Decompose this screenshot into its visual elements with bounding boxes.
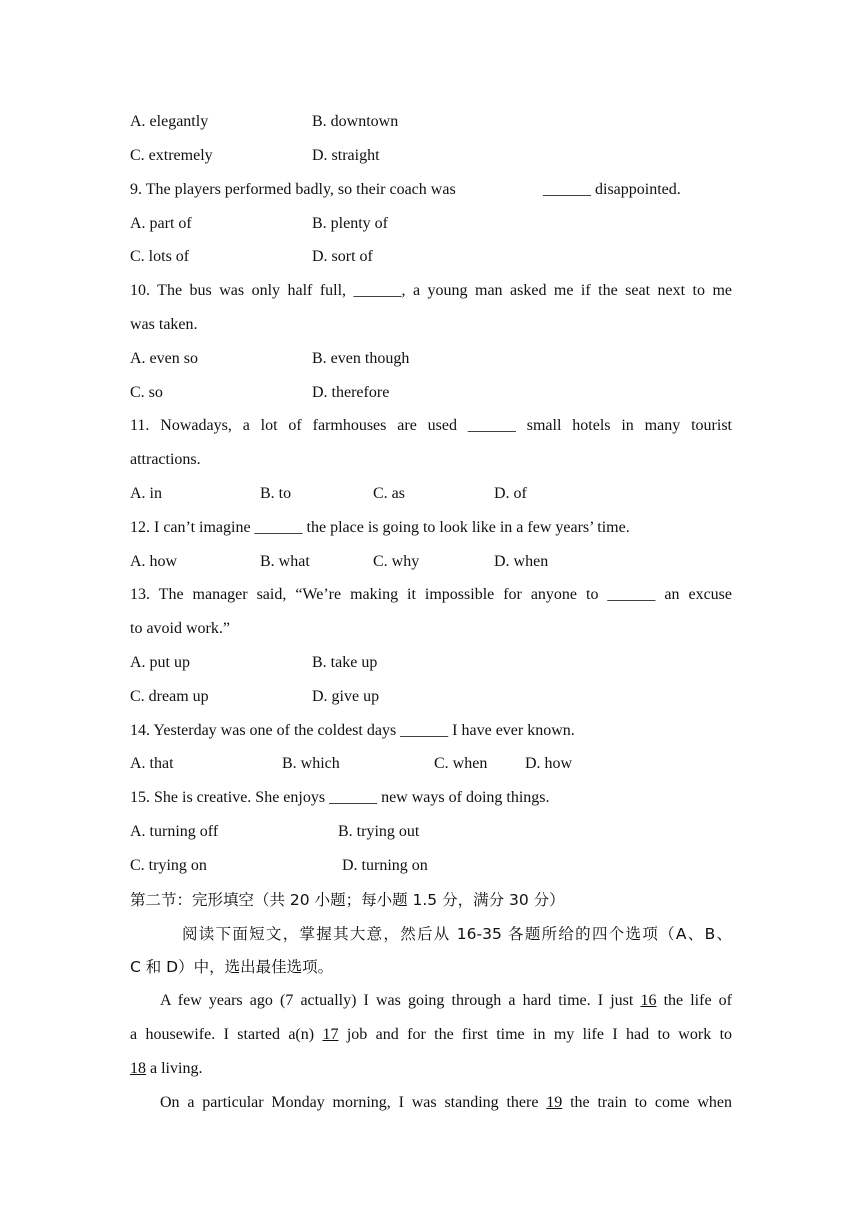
passage-text: job and for the first time in my life I had to work to [338,1026,733,1043]
passage-text: the life of [656,992,733,1009]
q9-option-c: C. lots of [130,248,190,265]
q9-stem: 9. The players performed badly, so their coach was [130,181,456,198]
q15-option-d: D. turning on [342,857,428,874]
passage-p2-line1 [130,1093,732,1113]
q10-option-c: C. so [130,384,163,401]
q14-option-a: A. that [130,755,174,772]
q8-option-a: A. elegantly [130,113,209,130]
q10-option-d: D. therefore [312,384,390,401]
q15-option-b: B. trying out [338,823,420,840]
q10-stem-line2: was taken. [130,316,198,333]
q13-stem-line2: to avoid work.” [130,620,230,637]
blank-18: 18 [130,1060,146,1077]
q11-option-a: A. in [130,485,162,502]
blank-16: 16 [640,992,657,1009]
q11-stem-line2: attractions. [130,451,201,468]
q12-option-c: C. why [373,553,420,570]
q10-option-a: A. even so [130,350,198,367]
q14-option-b: B. which [282,755,340,772]
passage-text: a living. [146,1060,203,1077]
q11-option-c: C. as [373,485,405,502]
q13-option-b: B. take up [312,654,378,671]
q11-stem-line1: 11. Nowadays, a lot of farmhouses are used ______ small hotels in many tourist [130,417,732,434]
q9-option-d: D. sort of [312,248,373,265]
q9-option-a: A. part of [130,215,192,232]
q12-option-b: B. what [260,553,310,570]
section2-instructions-line1: 阅读下面短文，掌握其大意，然后从 16-35 各题所给的四个选项（A、B、 [182,925,732,943]
passage-p1-line3 [130,1059,202,1079]
q13-stem-line1: 13. The manager said, “We’re making it impossible for anyone to ______ an excuse [130,586,732,603]
passage-p1-line2 [130,1025,732,1045]
q12-option-d: D. when [494,553,549,570]
blank-19: 19 [546,1094,563,1111]
q12-option-a: A. how [130,553,178,570]
q10-option-b: B. even though [312,350,410,367]
q8-option-d: D. straight [312,147,380,164]
q8-option-c: C. extremely [130,147,213,164]
q11-option-d: D. of [494,485,527,502]
q9-stem-end: ______ disappointed. [543,181,681,198]
q11-option-b: B. to [260,485,292,502]
q14-option-d: D. how [525,755,573,772]
q10-stem-line1: 10. The bus was only half full, ______, a young man asked me if the seat next to me [130,282,732,299]
q15-option-a: A. turning off [130,823,219,840]
q13-option-d: D. give up [312,688,380,705]
q13-option-a: A. put up [130,654,190,671]
passage-text: A few years ago (7 actually) I was going through a hard time. I just [160,992,641,1009]
passage-text: a housewife. I started a(n) [130,1026,323,1043]
q14-option-c: C. when [434,755,488,772]
q15-option-c: C. trying on [130,857,207,874]
q13-option-c: C. dream up [130,688,209,705]
q15-stem: 15. She is creative. She enjoys ______ new ways of doing things. [130,789,550,806]
passage-text: On a particular Monday morning, I was standing there [160,1094,547,1111]
q9-option-b: B. plenty of [312,215,388,232]
q8-option-b: B. downtown [312,113,399,130]
section2-instructions-line2: C 和 D）中，选出最佳选项。 [130,958,334,976]
q12-stem: 12. I can’t imagine ______ the place is going to look like in a few years’ time. [130,519,630,536]
q14-stem: 14. Yesterday was one of the coldest days ______ I have ever known. [130,722,575,739]
passage-p1-line1 [130,991,732,1011]
blank-17: 17 [322,1026,339,1043]
passage-text: the train to come when [562,1094,732,1111]
section2-heading: 第二节：完形填空（共 20 小题；每小题 1.5 分，满分 30 分） [130,891,565,909]
